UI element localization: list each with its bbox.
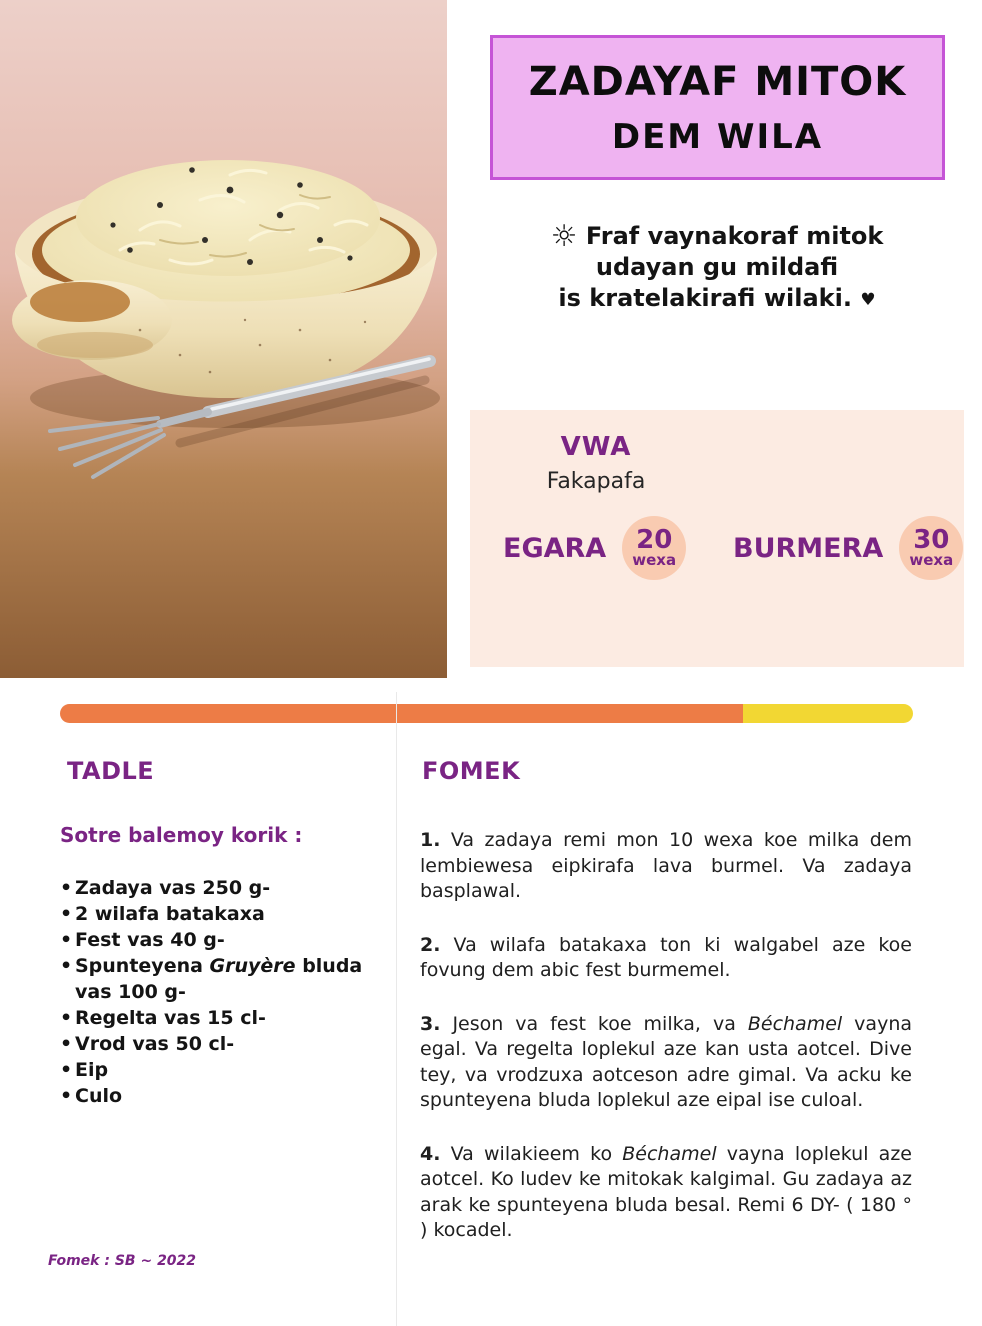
list-item: • Zadaya vas 250 g-	[60, 875, 390, 901]
sun-icon: ☼	[550, 219, 578, 254]
column-divider	[396, 692, 397, 1326]
list-item: • Eip	[60, 1057, 390, 1083]
difficulty-block	[470, 432, 722, 494]
list-item: • Fest vas 40 g-	[60, 927, 390, 953]
list-item: • Spunteyena Gruyère bluda vas 100 g-	[60, 953, 390, 1005]
cook-time-label: BURMERA	[733, 532, 884, 564]
intro-line-2: udayan gu mildafi	[595, 253, 839, 281]
difficulty-value: Fakapafa	[546, 469, 646, 494]
list-item: • Culo	[60, 1083, 390, 1109]
cook-time-unit: wexa	[909, 551, 954, 569]
section-divider-bar	[60, 704, 913, 723]
intro-line-3: is kratelakirafi wilaki.	[558, 284, 852, 312]
title-box	[490, 35, 945, 180]
page-subtitle: DEM WILA	[611, 116, 824, 157]
list-item: • 2 wilafa batakaxa	[60, 901, 390, 927]
cook-time-stat	[733, 516, 963, 580]
step-1: 1. Va zadaya remi mon 10 wexa koe milka dem lembiewesa eipkirafa lava burmel. Va zadaya basplawal.	[420, 829, 912, 902]
recipe-photo	[0, 0, 447, 678]
info-panel	[470, 410, 964, 667]
ingredients-list	[60, 875, 390, 1109]
step-2: 2. Va wilafa batakaxa ton ki walgabel aze koe fovung dem abic fest burmemel.	[420, 933, 912, 981]
step-3: 3. Jeson va fest koe milka, va Béchamel vayna egal. Va regelta loplekul aze kan usta aotcel. Dive tey, va vrodzuxa aotceson adre gimal. Va acku ke spunteyena bluda loplekul aze eipal ise culoal.	[420, 1012, 912, 1111]
page-title: ZADAYAF MITOK	[528, 58, 907, 105]
ingredients-subheading: Sotre balemoy korik :	[60, 823, 303, 847]
heart-icon: ♥	[860, 290, 876, 310]
prep-time-unit: wexa	[632, 551, 677, 569]
sauerkraut-bowl-illustration	[0, 0, 447, 678]
bowl-handle	[12, 280, 172, 360]
prep-time-stat	[503, 516, 686, 580]
difficulty-heading: VWA	[560, 432, 632, 462]
cook-time-value: 30	[913, 525, 950, 555]
prep-time-value: 20	[636, 525, 673, 555]
prep-time-label: EGARA	[503, 532, 607, 564]
steps-section	[420, 757, 912, 1272]
footer-credit: Fomek : SB ~ 2022	[48, 1253, 197, 1269]
intro-text	[470, 221, 964, 316]
steps-heading: FOMEK	[422, 757, 521, 785]
prep-time-badge	[622, 516, 686, 580]
ingredients-heading: TADLE	[67, 757, 155, 785]
list-item: • Vrod vas 50 cl-	[60, 1031, 390, 1057]
ingredients-section	[60, 757, 390, 1109]
cook-time-badge	[899, 516, 963, 580]
list-item: • Regelta vas 15 cl-	[60, 1005, 390, 1031]
step-4: 4. Va wilakieem ko Béchamel vayna loplekul aze aotcel. Ko ludev ke mitokak kalgimal. Gu zadaya az arak ke spunteyena bluda besal. Remi 6 DY- ( 180 ° ) kocadel.	[420, 1142, 912, 1241]
intro-line-1: Fraf vaynakoraf mitok	[585, 222, 884, 250]
